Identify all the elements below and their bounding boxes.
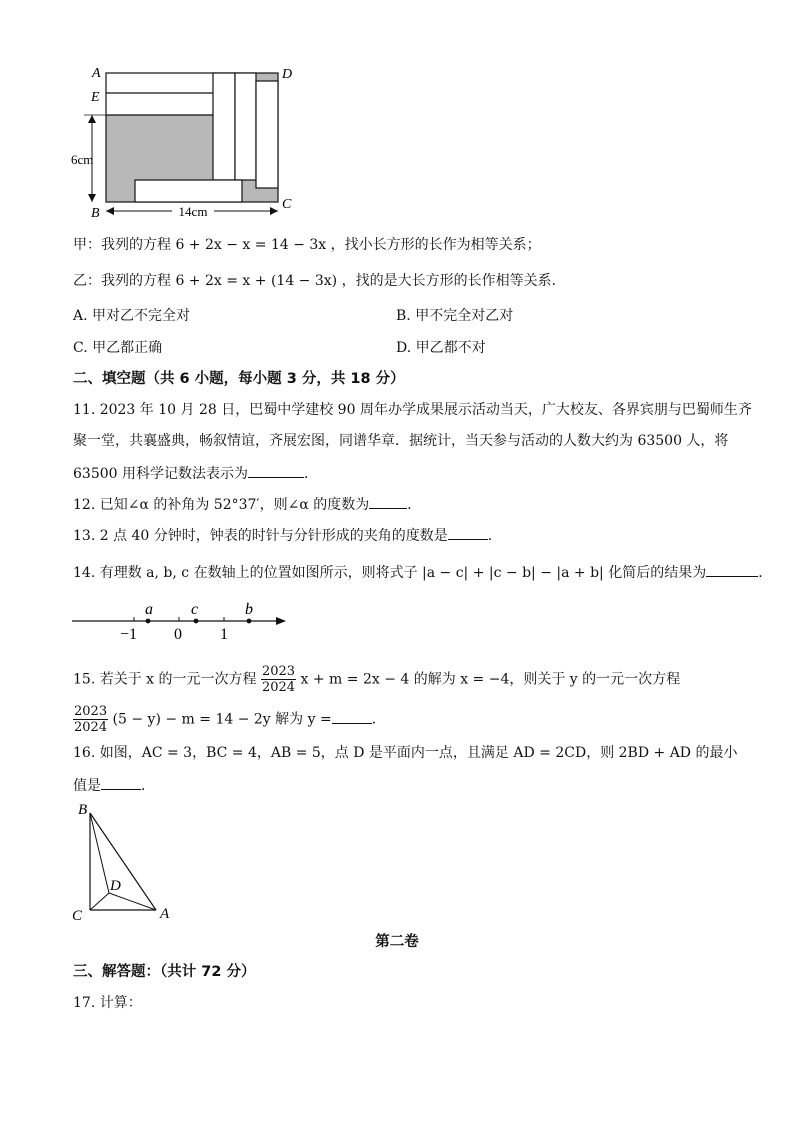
tick-neg1: −1 <box>120 626 138 643</box>
shaded-top <box>256 73 278 81</box>
q12 <box>73 494 421 515</box>
q15-text-b: x + m = 2x − 4 的解为 x = −4，则关于 y 的一元一次方程 <box>300 671 681 688</box>
dim-width-label: 14cm <box>178 204 208 219</box>
point-b <box>247 619 252 624</box>
label-c: c <box>191 601 199 618</box>
option-a: A. 甲对乙不完全对 <box>73 308 191 324</box>
q15-fraction-2: $\frac{2023}{2024}$ <box>74 704 108 735</box>
q13-text: 13. 2 点 40 分钟时，钟表的时针与分针形成的夹角的度数是 <box>73 528 448 544</box>
tri-label-D: D <box>110 878 121 894</box>
q14-answer-blank[interactable] <box>706 562 758 577</box>
q16-end: ． <box>141 778 155 794</box>
label-E: E <box>91 90 100 105</box>
number-line <box>68 596 298 646</box>
option-d: D. 甲乙都不对 <box>396 340 486 356</box>
q10-jia: 甲：我列的方程 6 + 2x − x = 14 − 3x ，找小长方形的长作为相等关系； <box>73 237 541 253</box>
point-a <box>146 619 151 624</box>
label-D: D <box>282 67 293 82</box>
q15-fraction-1: $\frac{2023}{2024}$ <box>261 664 296 695</box>
q10-yi: 乙：我列的方程 6 + 2x = x + (14 − 3x) ，找的是大长方形的长作相等关系． <box>73 273 566 289</box>
q16-text: 值是 <box>73 778 101 794</box>
q16-line2 <box>73 775 155 796</box>
q12-text: 12. 已知∠α 的补角为 52°37′，则∠α 的度数为 <box>73 497 370 513</box>
q17-text: 17. 计算： <box>73 995 142 1011</box>
label-b: b <box>245 601 253 618</box>
q11-answer-blank[interactable] <box>248 463 304 478</box>
tick-1: 1 <box>220 626 228 643</box>
triangle-figure <box>68 796 188 926</box>
q13 <box>73 525 502 546</box>
label-a: a <box>145 601 153 618</box>
dim-height-label: 6cm <box>71 152 94 167</box>
section2-title: 二、填空题（共 6 小题，每小题 3 分，共 18 分） <box>73 371 405 387</box>
q15-answer-blank[interactable] <box>332 709 372 724</box>
point-c <box>194 619 199 624</box>
q15-line1 <box>73 664 680 695</box>
rectangle-figure <box>60 60 310 220</box>
q11-line2: 聚一堂，共襄盛典，畅叙情谊，齐展宏图，同谱华章．据统计，当天参与活动的人数大约为 63500 人，将 <box>73 433 729 449</box>
q16-line1: 16. 如图，AC = 3，BC = 4，AB = 5，点 D 是平面内一点，且满足 AD = 2CD，则 2BD + AD 的最小 <box>73 745 738 761</box>
q16-answer-blank[interactable] <box>101 775 141 790</box>
section3-title: 三、解答题：（共计 72 分） <box>73 964 256 980</box>
q14-end: ． <box>758 565 773 581</box>
q12-answer-blank[interactable] <box>369 494 407 509</box>
label-C: C <box>282 197 292 212</box>
axis-arrow <box>276 617 286 625</box>
q11-line3-end: ． <box>304 466 318 482</box>
q15-text-a: 15. 若关于 x 的一元一次方程 <box>73 671 257 688</box>
tri-label-B: B <box>78 802 88 818</box>
q14-text: 14. 有理数 a, b, c 在数轴上的位置如图所示，则将式子 |a − c| + |c − b| − |a + b| 化简后的结果为 <box>73 565 707 581</box>
q15-line2 <box>73 704 386 735</box>
q12-end: ． <box>407 497 422 513</box>
option-b: B. 甲不完全对乙对 <box>396 308 514 324</box>
volume2-title: 第二卷 <box>375 934 419 950</box>
q14 <box>73 562 772 583</box>
q11-line1: 11. 2023 年 10 月 28 日，巴蜀中学建校 90 周年办学成果展示活动当天，广大校友、各界宾朋与巴蜀师生齐 <box>73 402 752 418</box>
tri-label-C: C <box>72 908 83 924</box>
q11-line3 <box>73 463 318 484</box>
q13-answer-blank[interactable] <box>448 525 488 540</box>
q15-end: ． <box>371 711 386 728</box>
q11-line3-text: 63500 用科学记数法表示为 <box>73 466 248 482</box>
tick-0: 0 <box>174 626 182 643</box>
q13-end: ． <box>487 528 502 544</box>
label-A: A <box>92 66 101 81</box>
q15-text-c: (5 − y) − m = 14 − 2y 解为 y = <box>112 711 332 728</box>
option-c: C. 甲乙都正确 <box>73 340 163 356</box>
label-B: B <box>91 206 100 220</box>
tri-label-A: A <box>160 906 170 922</box>
